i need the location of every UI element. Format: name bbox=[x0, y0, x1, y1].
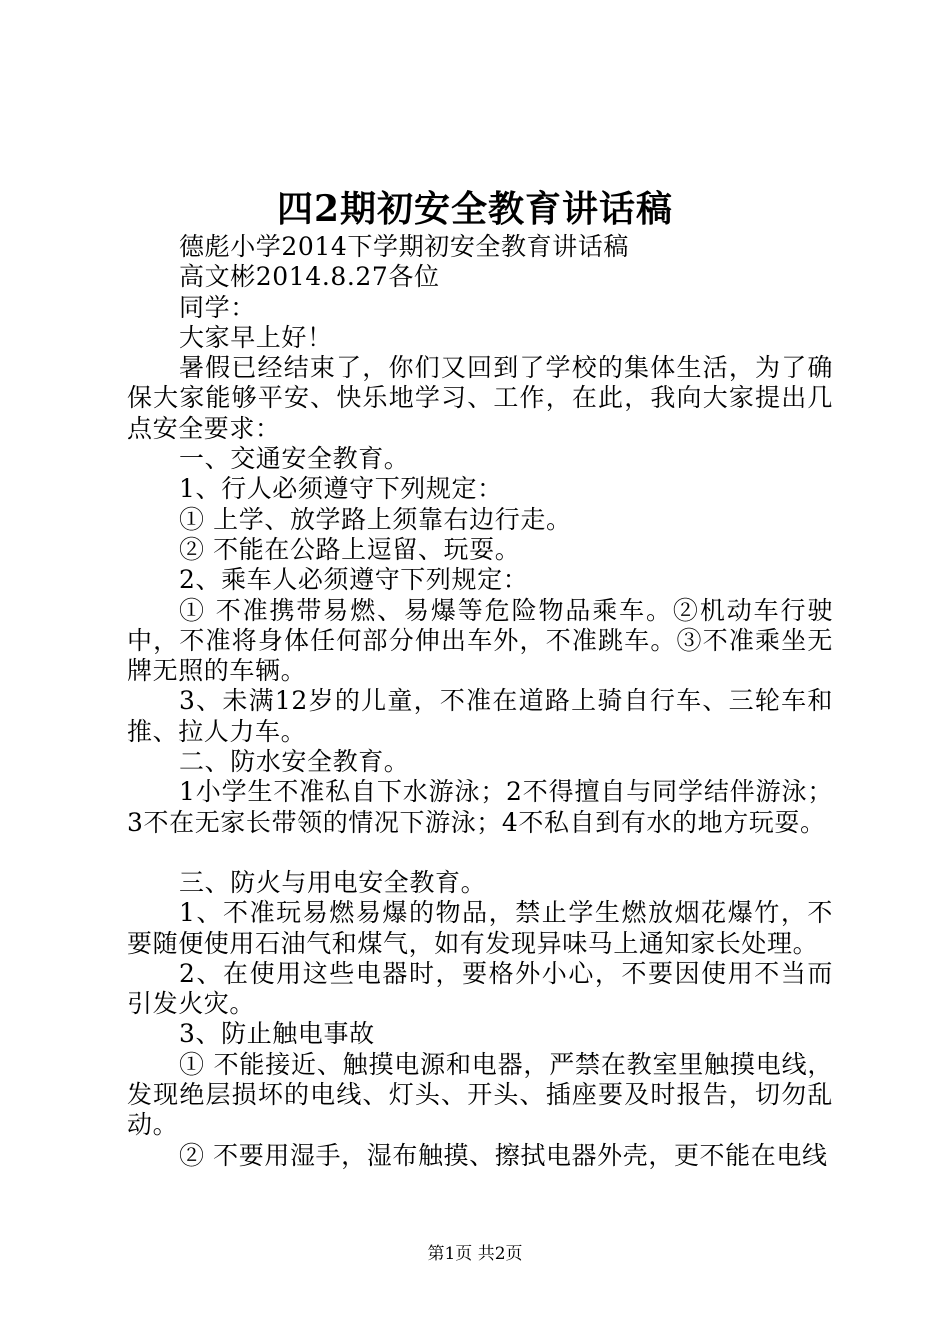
paragraph-author-date: 高文彬2014.8.27各位 bbox=[179, 262, 440, 292]
paragraph-intro: 暑假已经结束了，你们又回到了学校的集体生活，为了确保大家能够平安、快乐地学习、工作，在此，我向大家提出几点安全要求： bbox=[127, 353, 833, 443]
list-item: 1小学生不准私自下水游泳；2不得擅自与同学结伴游泳；3不在无家长带领的情况下游泳；4不私自到有水的地方玩耍。 bbox=[127, 777, 833, 837]
list-item: ① 不能接近、触摸电源和电器，严禁在教室里触摸电线，发现绝层损坏的电线、灯头、开头、插座要及时报告，切勿乱动。 bbox=[127, 1049, 833, 1140]
document-body bbox=[127, 232, 833, 1171]
document-title: 四2期初安全教育讲话稿 bbox=[276, 188, 674, 230]
list-item: 2、在使用这些电器时，要格外小心，不要因使用不当而引发火灾。 bbox=[127, 958, 833, 1019]
list-item: 3、未满12岁的儿童，不准在道路上骑自行车、三轮车和推、拉人力车。 bbox=[127, 686, 833, 746]
list-item: ① 不准携带易燃、易爆等危险物品乘车。②机动车行驶中，不准将身体任何部分伸出车外，不准跳车。③不准乘坐无牌无照的车辆。 bbox=[127, 595, 833, 686]
page-footer: 第1页 共2页 bbox=[427, 1244, 523, 1264]
list-item: 1、不准玩易燃易爆的物品，禁止学生燃放烟花爆竹，不要随便使用石油气和煤气，如有发现异味马上通知家长处理。 bbox=[127, 898, 833, 958]
paragraph-school-heading: 德彪小学2014下学期初安全教育讲话稿 bbox=[179, 232, 630, 261]
list-item: ② 不能在公路上逗留、玩耍。 bbox=[179, 534, 521, 564]
list-item: 1、行人必须遵守下列规定： bbox=[179, 474, 503, 504]
list-item: 2、乘车人必须遵守下列规定： bbox=[179, 565, 529, 595]
paragraph-greeting: 大家早上好！ bbox=[179, 322, 333, 352]
list-item: ① 上学、放学路上须靠右边行走。 bbox=[179, 504, 572, 534]
list-item: ② 不要用湿手，湿布触摸、擦拭电器外壳，更不能在电线 bbox=[179, 1140, 828, 1170]
list-item: 3、防止触电事故 bbox=[179, 1019, 375, 1049]
section-heading-fire-electric: 三、防火与用电安全教育。 bbox=[179, 867, 487, 897]
paragraph-salutation: 同学： bbox=[179, 292, 256, 322]
section-heading-water: 二、防水安全教育。 bbox=[179, 747, 410, 777]
section-heading-traffic: 一、交通安全教育。 bbox=[179, 444, 410, 474]
